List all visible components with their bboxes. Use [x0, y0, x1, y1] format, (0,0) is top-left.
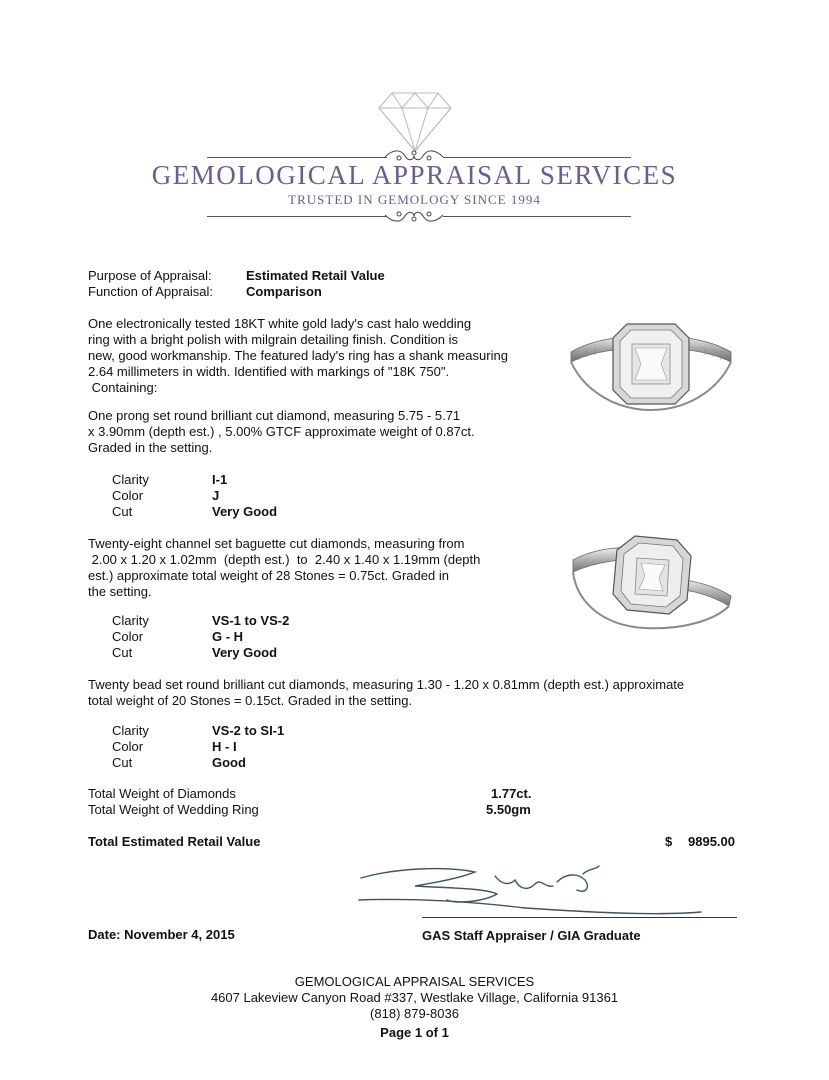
stone-line: Twenty bead set round brilliant cut diamonds, measuring 1.30 - 1.20 x 0.81mm (depth est.) approximate [88, 677, 685, 692]
color-value: H - I [212, 739, 237, 754]
appraiser-title: GAS Staff Appraiser / GIA Graduate [422, 928, 641, 943]
cut-value: Very Good [212, 504, 278, 519]
total-ring-weight-value: 5.50gm [486, 802, 531, 817]
function-label: Function of Appraisal: [88, 284, 214, 299]
color-label: Color [112, 739, 144, 754]
appraiser-signature [355, 858, 705, 925]
clarity-value: VS-1 to VS-2 [212, 613, 290, 628]
clarity-label: Clarity [112, 472, 149, 487]
ring-description [88, 316, 508, 396]
total-diamonds-label: Total Weight of Diamonds [88, 786, 236, 801]
function-value: Comparison [246, 284, 322, 299]
header-bottom-rule-left [207, 216, 387, 217]
stone-line: Graded in the setting. [88, 440, 213, 455]
description-line: 2.64 millimeters in width. Identified with markings of "18K 750". [88, 364, 450, 379]
purpose-value: Estimated Retail Value [246, 268, 385, 283]
center-stone-description [88, 408, 475, 456]
header-bottom-rule-right [443, 216, 631, 217]
color-label: Color [112, 629, 144, 644]
signature-line [422, 917, 737, 918]
stone-line: the setting. [88, 584, 152, 599]
clarity-value: I-1 [212, 472, 228, 487]
description-line: One electronically tested 18KT white gold lady's cast halo wedding [88, 316, 472, 331]
currency-symbol: $ [665, 834, 673, 849]
cut-label: Cut [112, 645, 133, 660]
page-number: Page 1 of 1 [380, 1025, 449, 1040]
stone-line: Twenty-eight channel set baguette cut diamonds, measuring from [88, 536, 465, 551]
description-line: Containing: [88, 380, 158, 395]
stone-line: One prong set round brilliant cut diamond, measuring 5.75 - 5.71 [88, 408, 461, 423]
ring-photo-top [565, 312, 737, 417]
cut-value: Good [212, 755, 246, 770]
ring-photo-bottom [565, 526, 737, 637]
stone-line: total weight of 20 Stones = 0.15ct. Graded in the setting. [88, 693, 413, 708]
appraisal-date: Date: November 4, 2015 [88, 927, 235, 942]
footer-phone: (818) 879-8036 [370, 1006, 459, 1021]
purpose-label: Purpose of Appraisal: [88, 268, 212, 283]
stone-line: est.) approximate total weight of 28 Stones = 0.75ct. Graded in [88, 568, 449, 583]
header-top-rule-left [207, 157, 387, 158]
flourish-bottom-icon [383, 207, 445, 230]
total-diamonds-value: 1.77ct. [491, 786, 532, 801]
color-label: Color [112, 488, 144, 503]
color-value: G - H [212, 629, 244, 644]
baguette-stones-description [88, 536, 480, 600]
header-top-rule-right [443, 157, 631, 158]
cut-label: Cut [112, 755, 133, 770]
company-tagline: TRUSTED IN GEMOLOGY SINCE 1994 [288, 192, 541, 207]
description-line: new, good workmanship. The featured lady's ring has a shank measuring [88, 348, 508, 363]
company-name: GEMOLOGICAL APPRAISAL SERVICES [151, 160, 678, 190]
clarity-label: Clarity [112, 613, 149, 628]
description-line: ring with a bright polish with milgrain detailing finish. Condition is [88, 332, 458, 347]
clarity-label: Clarity [112, 723, 149, 738]
footer-company: GEMOLOGICAL APPRAISAL SERVICES [294, 974, 535, 989]
stone-line: 2.00 x 1.20 x 1.02mm (depth est.) to 2.40 x 1.40 x 1.19mm (depth [88, 552, 481, 567]
stone-line: x 3.90mm (depth est.) , 5.00% GTCF approximate weight of 0.87ct. [88, 424, 475, 439]
clarity-value: VS-2 to SI-1 [212, 723, 285, 738]
cut-label: Cut [112, 504, 133, 519]
color-value: J [212, 488, 220, 503]
bead-stones-description [88, 677, 684, 709]
total-ring-weight-label: Total Weight of Wedding Ring [88, 802, 259, 817]
cut-value: Very Good [212, 645, 278, 660]
total-retail-label: Total Estimated Retail Value [88, 834, 261, 849]
total-retail-value: 9895.00 [688, 834, 735, 849]
footer-address: 4607 Lakeview Canyon Road #337, Westlake Village, California 91361 [210, 990, 619, 1005]
